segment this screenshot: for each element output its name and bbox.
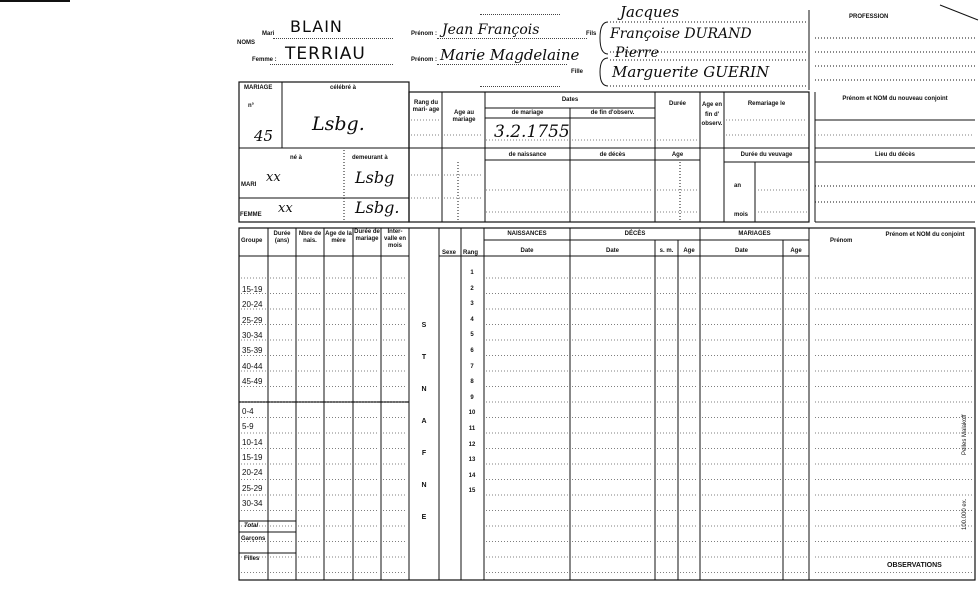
remariage-label: Remariage le [747,101,786,107]
mari-label: Mari [262,31,275,37]
intervalle-label: Inter- valle en mois [383,229,406,249]
deces-age-label: Age [683,248,695,254]
naissances-date-label: Date [520,248,534,254]
printer-note: Pelles Malakoff [962,414,968,455]
hw-lieu-mariage: Lsbg. [312,113,365,135]
age-group-label: 10-14 [242,437,263,447]
rank-number: 13 [468,457,476,464]
rank-number: 3 [470,301,474,308]
mariage-label: MARIAGE [244,85,273,91]
garcons-label: Garçons [241,536,266,542]
age-fin-observ-label: Age en fin d' observ. [701,102,723,128]
age-group-label: 30-34 [242,330,263,340]
mari-row-label: MARI [241,182,257,188]
dates-label: Dates [561,97,579,103]
hw-mari-prenom: Jean François [442,22,540,38]
rank-number: 14 [468,472,476,479]
an-label: an [734,183,742,189]
rank-number: 6 [470,348,474,354]
duree-veuvage-label: Durée du veuvage [740,152,793,158]
observations-label: OBSERVATIONS [887,562,942,569]
age-group-label: 25-29 [242,315,263,325]
hw-mari-ne: xx [266,170,281,185]
age-group-label: 15-19 [242,285,263,294]
enfants-letter: S [421,322,427,329]
age-group-label: 25-29 [242,483,263,493]
rank-number: 10 [468,410,476,417]
prenom-nom-conjoint-label: Prénom et NOM du conjoint [885,232,965,238]
rank-number: 11 [468,426,476,432]
mariages-date-label: Date [734,248,748,254]
noms-label: NOMS [237,40,255,46]
hw-femme-demeurant: Lsbg. [355,198,400,217]
deces-label: DÉCÈS [624,231,646,237]
fils-label: Fils [586,31,597,37]
enfants-letter: N [421,386,427,393]
femme-prenom-line [437,64,567,65]
total-label: Total [244,523,259,529]
rank-number: 7 [470,363,474,370]
profession-label: PROFESSION [849,14,889,20]
nbre-nais-label: Nbre de nais. [298,231,322,244]
duree-ans-label: Durée (ans) [273,231,291,244]
enfants-letter: F [421,450,427,457]
rank-number: 2 [470,285,474,292]
femme-label: Femme : [252,57,277,63]
age-group-label: 45-49 [242,376,263,386]
hw-mari-demeurant: Lsbg [355,168,395,187]
rank-number: 5 [470,332,474,339]
de-mariage-label: de mariage [511,110,544,116]
run-note: 100.000 ex. [962,498,968,530]
celebre-label: célébré à [330,85,357,91]
age-mariage-label: Age au mariage [452,110,476,123]
age-mere-label: Age de la mère [325,231,352,244]
enfants-letter: N [421,482,427,489]
hw-mariage-no: 45 [254,127,274,145]
age-group-label: 30-34 [242,498,263,508]
enfants-letter: T [421,354,427,361]
age-group-label: 15-19 [242,452,263,462]
demeurant-label: demeurant à [352,155,388,161]
age-group-label: 20-24 [242,300,263,310]
prenom-mari-label: Prénom : [411,31,438,37]
lieu-deces-label: Lieu du décès [874,152,915,158]
filles-label: Filles [244,556,260,562]
rank-number: 15 [468,488,476,495]
groupe-label: Groupe [241,238,263,244]
fin-observ-label: de fin d'observ. [590,110,635,116]
hw-mere-femme: Marguerite GUERIN [612,63,770,81]
hw-mari-nom: BLAIN [290,17,343,36]
hw-pere-femme: Pierre [615,45,659,61]
age-group-label: 0-4 [242,407,254,416]
hw-mere-mari: Françoise DURAND [610,26,752,42]
naissances-label: NAISSANCES [507,231,547,237]
rang-label: Rang [463,250,478,256]
rank-number: 9 [470,394,474,401]
mois-label: mois [734,212,749,218]
age-group-label: 40-44 [242,361,263,371]
duree-mariage-label: Durée de mariage [354,229,380,242]
prenom-label: Prénom [830,238,853,244]
rank-number: 4 [470,316,474,323]
fille-label: Fille [571,69,584,75]
prenom-femme-label: Prénom : [411,57,438,63]
rank-number: 8 [470,379,474,386]
de-naissance-label: de naissance [508,152,547,158]
rank-number: 1 [470,270,474,276]
age-group-label: 20-24 [242,468,263,478]
hw-date-mariage: 3.2.1755 [494,122,570,142]
mariages-label: MARIAGES [738,231,771,237]
mari-nom-line [273,38,393,39]
age-group-label: 35-39 [242,346,263,356]
mid-dotted [480,86,560,87]
top-dotted [480,14,560,15]
hw-femme-ne: xx [278,201,293,216]
enfants-letter: E [421,514,427,521]
hw-femme-nom: TERRIAU [285,44,366,64]
mariages-age-label: Age [790,248,802,254]
enfants-letter: A [421,418,427,425]
femme-nom-line [270,64,393,65]
hw-femme-prenom: Marie Magdelaine [440,46,580,64]
de-deces-label: de décès [599,152,626,158]
hw-pere-mari: Jacques [620,3,680,21]
age-col-label: Age [671,152,684,158]
sm-label: s. m. [659,248,674,254]
rank-number: 12 [468,441,476,448]
age-group-label: 5-9 [242,422,254,432]
deces-date-label: Date [605,248,619,254]
mari-prenom-line [437,38,587,39]
duree-label: Durée [668,101,686,107]
nouveau-conjoint-label: Prénom et NOM du nouveau conjoint [842,96,948,102]
rang-mariage-label: Rang du mari- age [412,100,440,113]
femme-row-label: FEMME [240,212,262,218]
ne-a-label: né à [290,155,303,161]
sexe-label: Sexe [442,250,457,256]
no-label: n° [248,103,255,109]
